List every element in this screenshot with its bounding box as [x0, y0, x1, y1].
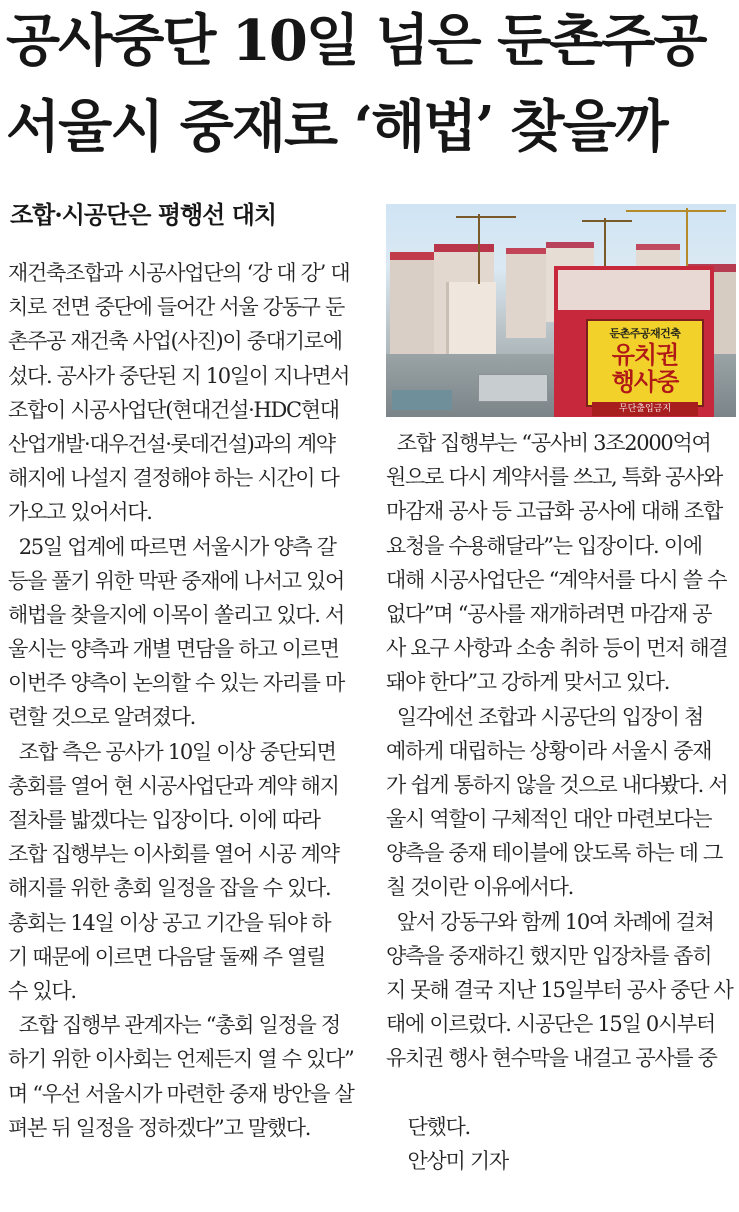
body-line: 태에 이르렀다. 시공단은 15일 0시부터: [386, 1012, 715, 1037]
body-line: 총회를 열어 현 시공사업단과 계약 해지: [8, 773, 339, 798]
body-line: 양측을 중재 테이블에 앉도록 하는 데 그: [386, 841, 723, 866]
banner-sign: [586, 319, 704, 407]
final-line-row: [386, 1076, 736, 1173]
body-line: 해지에 나설지 결정해야 하는 시간이 다: [8, 466, 339, 491]
body-line: 돼야 한다”고 강하게 맞서고 있다.: [386, 670, 670, 695]
body-line: 련할 것으로 알려졌다.: [8, 705, 195, 730]
banner-bottom-text: 무단출입금지: [592, 402, 698, 416]
body-line: 해지를 위한 총회 일정을 잡을 수 있다.: [8, 876, 331, 901]
body-line: 치로 전면 중단에 들어간 서울 강동구 둔: [8, 295, 345, 320]
construction-site-photo: [386, 204, 736, 417]
body-column-left: [8, 256, 358, 1145]
body-line: 양측을 중재하긴 했지만 입장차를 좁히: [386, 943, 712, 968]
body-line: 조합 집행부 관계자는 “총회 일정을 정: [8, 1013, 340, 1038]
body-line: 하기 위한 이사회는 언제든지 열 수 있다”: [8, 1047, 354, 1072]
banner-line-2: 행사중: [611, 368, 679, 396]
body-line: 총회는 14일 이상 공고 기간을 둬야 하: [8, 910, 331, 935]
body-line: 재건축조합과 시공사업단의 ‘강 대 강’ 대: [8, 261, 350, 285]
body-line: 유치권 행사 현수막을 내걸고 공사를 중: [386, 1046, 717, 1071]
reporter-byline: 안상미 기자: [407, 1148, 508, 1173]
body-line: 울시 역할이 구체적인 대안 마련보다는: [386, 807, 712, 832]
body-line: 칠 것이란 이유에서다.: [386, 875, 573, 900]
body-line: 기 때문에 이르면 다음달 둘째 주 열릴: [8, 944, 326, 969]
body-line: 조합 집행부는 이사회를 열어 시공 계약: [8, 842, 339, 867]
body-line: 수 있다.: [8, 978, 76, 1003]
body-line: 며 “우선 서울시가 마련한 중재 방안을 살: [8, 1081, 354, 1106]
body-column-right: [386, 426, 736, 1173]
body-line: 대해 시공사업단은 “계약서를 다시 쓸 수: [386, 567, 727, 592]
body-line: 원으로 다시 계약서를 쓰고, 특화 공사와: [386, 465, 723, 490]
body-line: 가 쉽게 통하지 않을 것으로 내다봤다. 서: [386, 772, 728, 797]
body-line: 사 요구 사항과 소송 취하 등이 먼저 해결: [386, 636, 728, 661]
body-line: 지 못해 결국 지난 15일부터 공사 중단 사: [386, 978, 733, 1002]
body-line: 요청을 수용해달라”는 입장이다. 이에: [386, 533, 702, 558]
body-line: 이번주 양측이 논의할 수 있는 자리를 마: [8, 671, 345, 696]
body-line: 조합 측은 공사가 10일 이상 중단되면: [8, 739, 336, 764]
body-line: 촌주공 재건축 사업(사진)이 중대기로에: [8, 329, 342, 354]
body-line: 예하게 대립하는 상황이라 서울시 중재: [386, 738, 712, 763]
body-line: 절차를 밟겠다는 입장이다. 이에 따라: [8, 808, 320, 832]
body-line: 앞서 강동구와 함께 10여 차례에 걸쳐: [386, 909, 714, 934]
body-line: 25일 업계에 따르면 서울시가 양측 갈: [8, 534, 336, 559]
body-line: 산업개발·대우건설·롯데건설)과의 계약: [8, 431, 335, 456]
body-line: 가오고 있어서다.: [8, 500, 152, 525]
body-line: 조합 집행부는 “공사비 3조2000억여: [386, 431, 711, 455]
body-line: 펴본 뒤 일정을 정하겠다”고 말했다.: [8, 1115, 311, 1140]
body-line: 등을 풀기 위한 막판 중재에 나서고 있어: [8, 568, 345, 593]
body-line: 없다”며 “공사를 재개하려면 마감재 공: [386, 601, 712, 626]
body-line: 조합이 시공사업단(현대건설·HDC현대: [8, 397, 339, 422]
headline-line-1: 공사중단 10일 넘은 둔촌주공: [6, 8, 706, 74]
body-line: 단했다.: [407, 1114, 470, 1139]
banner-line-1: 유치권: [611, 341, 679, 369]
subheadline: 조합·시공단은 평행선 대치: [10, 200, 277, 229]
body-line: 울시는 양측과 개별 면담을 하고 이르면: [8, 637, 339, 662]
body-line: 마감재 공사 등 고급화 공사에 대해 조합: [386, 499, 723, 524]
banner-top-text: 둔촌주공재건축: [609, 327, 681, 340]
headline-line-2: 서울시 중재로 ‘해법’ 찾을까: [6, 94, 667, 160]
body-line: 섰다. 공사가 중단된 지 10일이 지나면서: [8, 363, 350, 388]
body-line: 해법을 찾을지에 이목이 쏠리고 있다. 서: [8, 602, 345, 627]
body-line: 일각에선 조합과 시공단의 입장이 첨: [386, 704, 704, 729]
